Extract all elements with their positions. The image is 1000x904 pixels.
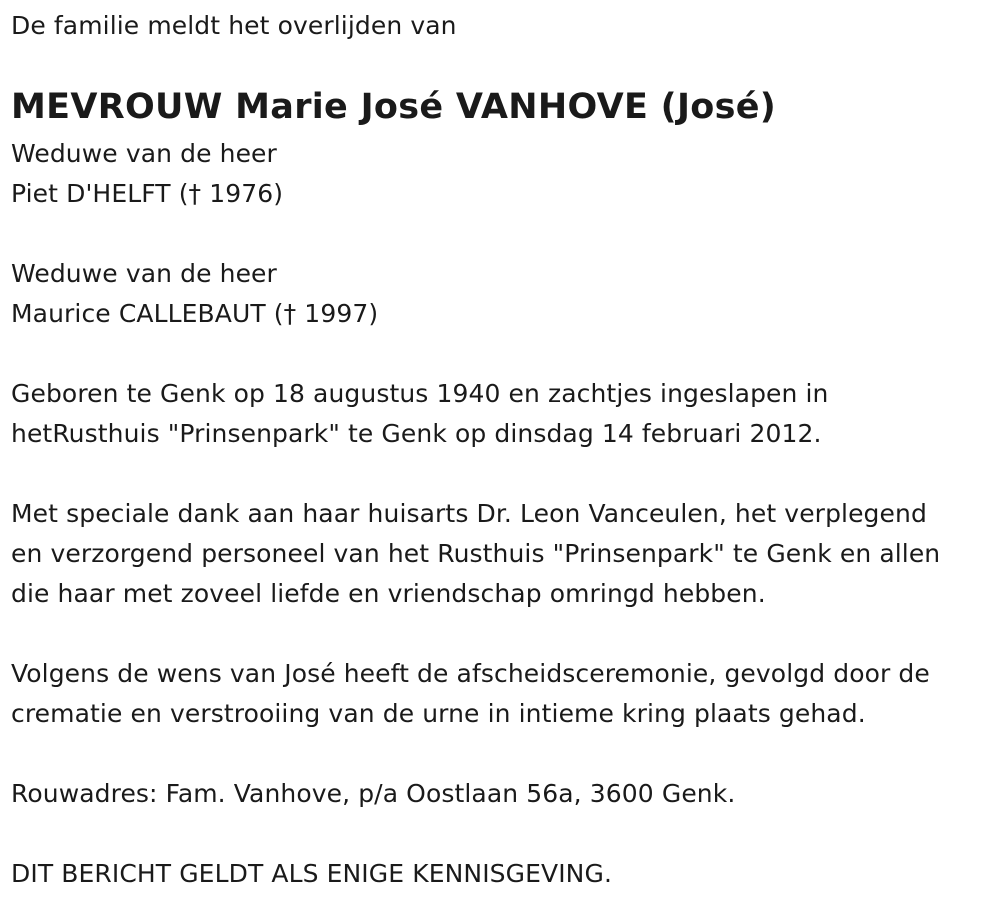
thanks-line: Met speciale dank aan haar huisarts Dr. Leon Vanceulen, het verplegend [11, 499, 927, 528]
ceremony-line: crematie en verstrooiing van de urne in intieme kring plaats gehad. [11, 699, 866, 728]
mourning-address [11, 774, 735, 814]
official-notice [11, 854, 612, 894]
birth-death-line: Geboren te Genk op 18 augustus 1940 en zachtjes ingeslapen in [11, 379, 829, 408]
spouse-block-1 [11, 134, 283, 214]
deceased-name: MEVROUW Marie José VANHOVE (José) [11, 87, 777, 127]
notice-line: DIT BERICHT GELDT ALS ENIGE KENNISGEVING. [11, 859, 612, 888]
spouse-1-name: Piet D'HELFT († 1976) [11, 179, 284, 208]
ceremony-line: Volgens de wens van José heeft de afscheidsceremonie, gevolgd door de [11, 659, 930, 688]
spouse-2-relation: Weduwe van de heer [11, 259, 277, 288]
spouse-block-2 [11, 254, 378, 334]
thanks-paragraph [11, 494, 940, 614]
birth-death-paragraph [11, 374, 829, 454]
spouse-2-name: Maurice CALLEBAUT († 1997) [11, 299, 379, 328]
ceremony-paragraph [11, 654, 930, 734]
spouse-1-relation: Weduwe van de heer [11, 139, 277, 168]
birth-death-line: hetRusthuis "Prinsenpark" te Genk op dinsdag 14 februari 2012. [11, 419, 822, 448]
thanks-line: die haar met zoveel liefde en vriendschap omringd hebben. [11, 579, 766, 608]
address-line: Rouwadres: Fam. Vanhove, p/a Oostlaan 56a, 3600 Genk. [11, 779, 736, 808]
thanks-line: en verzorgend personeel van het Rusthuis "Prinsenpark" te Genk en allen [11, 539, 941, 568]
intro-text: De familie meldt het overlijden van [11, 11, 457, 40]
